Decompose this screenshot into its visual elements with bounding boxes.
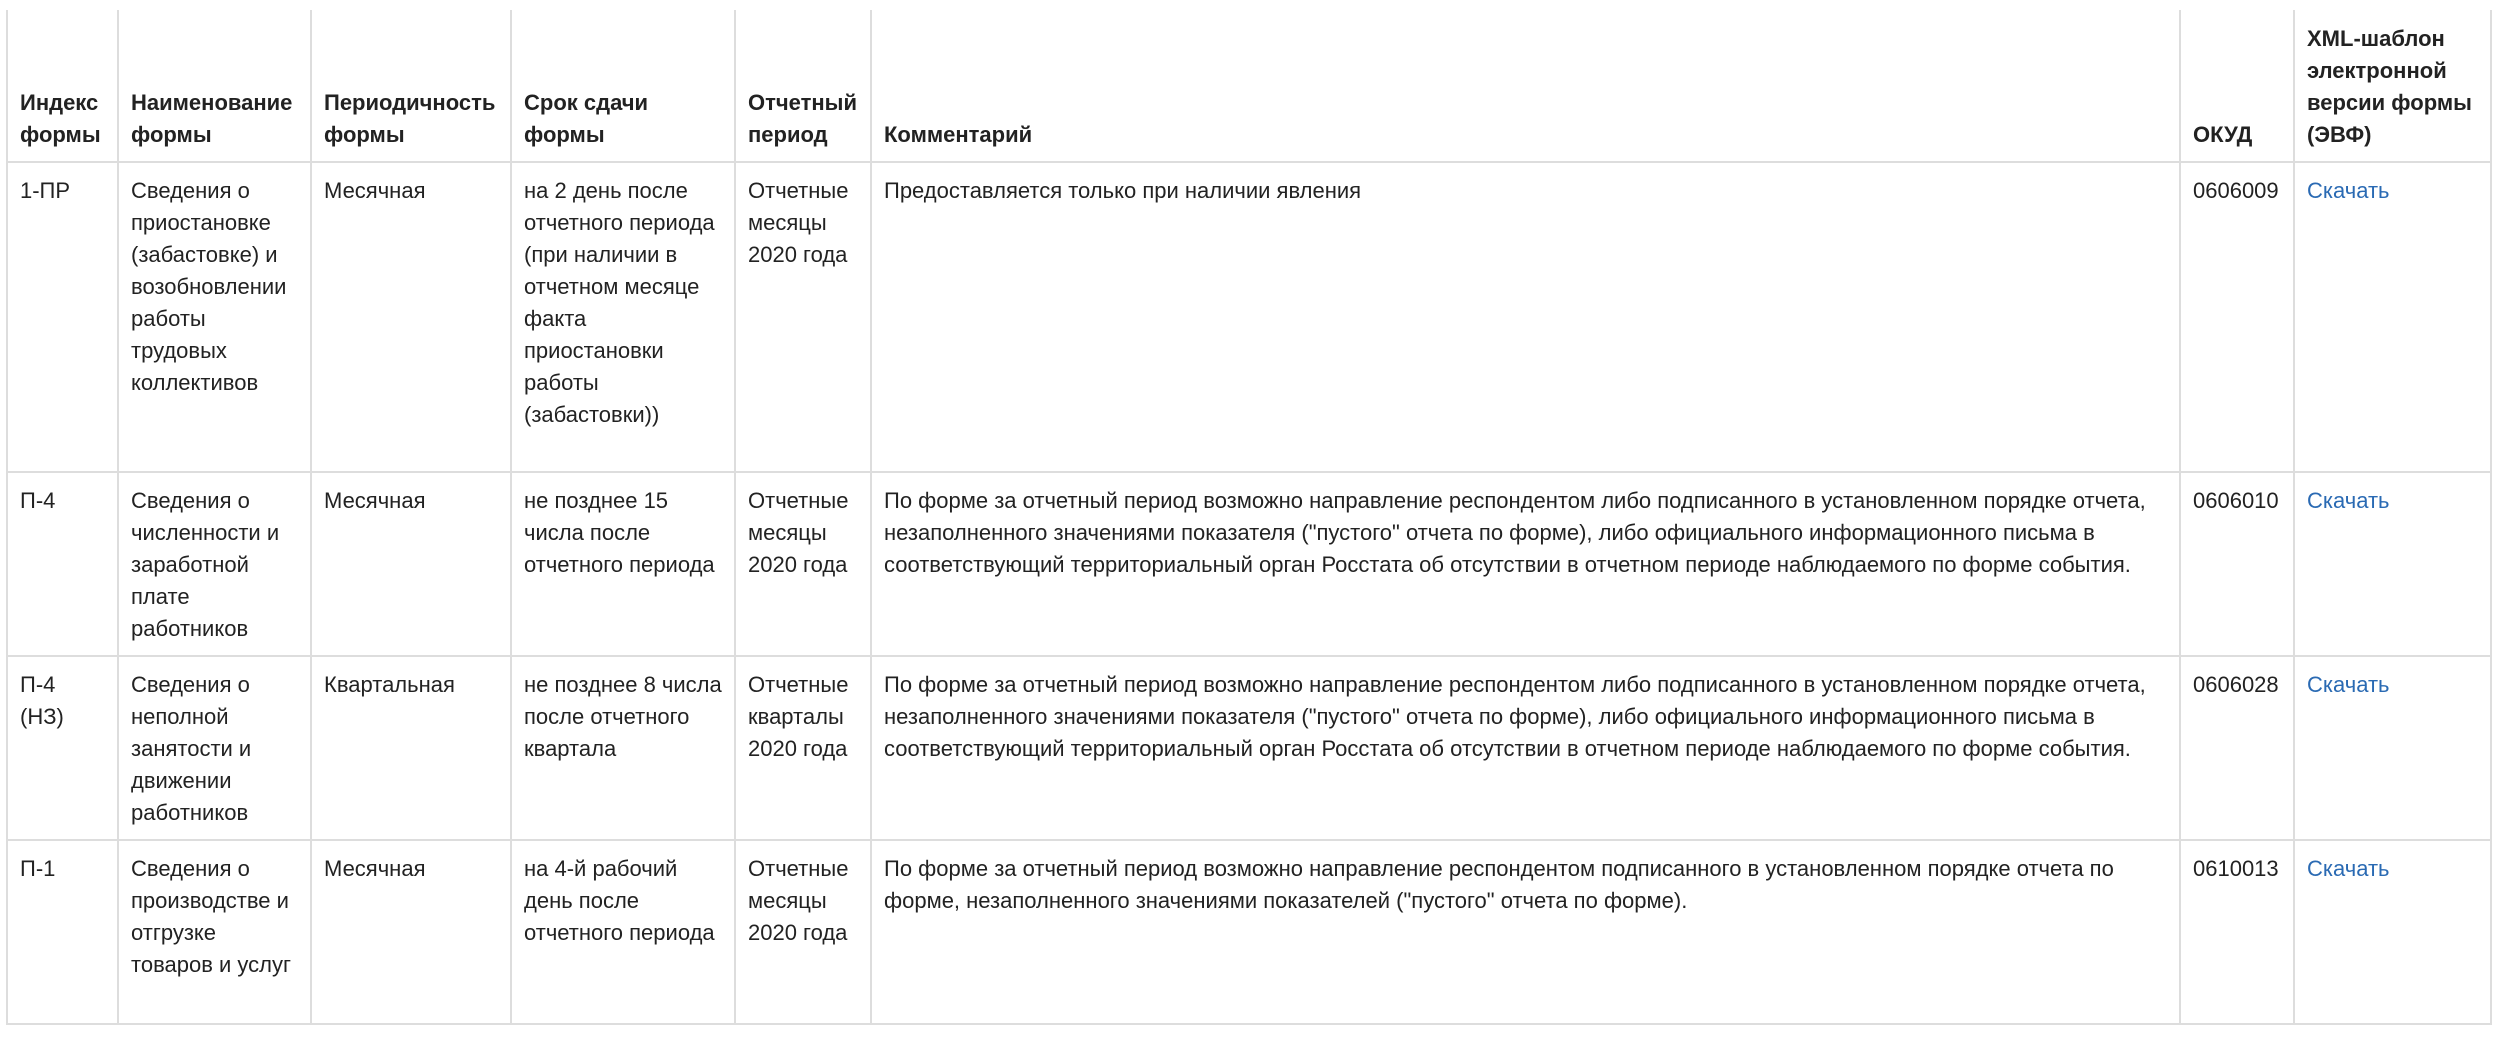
download-link[interactable]: Скачать (2307, 672, 2390, 697)
cell-xml-template (2294, 162, 2491, 472)
table-row (7, 162, 2491, 472)
cell-report-period: Отчетные месяцы 2020 года (735, 840, 871, 1024)
cell-report-period: Отчетные кварталы 2020 года (735, 656, 871, 840)
cell-xml-template (2294, 472, 2491, 656)
cell-okud: 0606010 (2180, 472, 2294, 656)
cell-periodicity: Месячная (311, 162, 511, 472)
cell-name: Сведения о неполной занятости и движении работников (118, 656, 311, 840)
cell-name: Сведения о приостановке (забастовке) и возобновлении работы трудовых коллективов (118, 162, 311, 472)
table-row (7, 840, 2491, 1024)
cell-name: Сведения о численности и заработной плате работников (118, 472, 311, 656)
cell-report-period: Отчетные месяцы 2020 года (735, 162, 871, 472)
cell-comment: По форме за отчетный период возможно направление респондентом либо подписанного в установленном порядке отчета, незаполненного значениями показателя ("пустого" отчета по форме), либо официального информационного письма в соответствующий территориальный орган Росстата об отсутствии в отчетном периоде наблюдаемого по форме события. (871, 656, 2180, 840)
cell-okud: 0610013 (2180, 840, 2294, 1024)
cell-okud: 0606028 (2180, 656, 2294, 840)
forms-table (6, 10, 2492, 1025)
cell-index: 1-ПР (7, 162, 118, 472)
header-deadline: Срок сдачи формы (511, 10, 735, 162)
cell-okud: 0606009 (2180, 162, 2294, 472)
download-link[interactable]: Скачать (2307, 856, 2390, 881)
header-name: Наименование формы (118, 10, 311, 162)
cell-periodicity: Месячная (311, 840, 511, 1024)
cell-xml-template (2294, 656, 2491, 840)
header-periodicity: Периодичность формы (311, 10, 511, 162)
header-okud: ОКУД (2180, 10, 2294, 162)
cell-xml-template (2294, 840, 2491, 1024)
cell-index: П-4 (НЗ) (7, 656, 118, 840)
header-report-period: Отчетный период (735, 10, 871, 162)
cell-deadline: не позднее 8 числа после отчетного квартала (511, 656, 735, 840)
header-xml-template: XML-шаблон электронной версии формы (ЭВФ) (2294, 10, 2491, 162)
cell-index: П-1 (7, 840, 118, 1024)
cell-periodicity: Месячная (311, 472, 511, 656)
header-comment: Комментарий (871, 10, 2180, 162)
table-row (7, 656, 2491, 840)
download-link[interactable]: Скачать (2307, 178, 2390, 203)
download-link[interactable]: Скачать (2307, 488, 2390, 513)
header-index: Индекс формы (7, 10, 118, 162)
table-header-row (7, 10, 2491, 162)
cell-index: П-4 (7, 472, 118, 656)
cell-name: Сведения о производстве и отгрузке товаров и услуг (118, 840, 311, 1024)
cell-deadline: на 4-й рабочий день после отчетного периода (511, 840, 735, 1024)
table-row (7, 472, 2491, 656)
cell-deadline: не позднее 15 числа после отчетного периода (511, 472, 735, 656)
cell-comment: Предоставляется только при наличии явления (871, 162, 2180, 472)
cell-periodicity: Квартальная (311, 656, 511, 840)
cell-comment: По форме за отчетный период возможно направление респондентом либо подписанного в установленном порядке отчета, незаполненного значениями показателя ("пустого" отчета по форме), либо официального информационного письма в соответствующий территориальный орган Росстата об отсутствии в отчетном периоде наблюдаемого по форме события. (871, 472, 2180, 656)
cell-report-period: Отчетные месяцы 2020 года (735, 472, 871, 656)
forms-table-container (6, 10, 2490, 1025)
cell-deadline: на 2 день после отчетного периода (при наличии в отчетном месяце факта приостановки работы (забастовки)) (511, 162, 735, 472)
cell-comment: По форме за отчетный период возможно направление респондентом подписанного в установленном порядке отчета по форме, незаполненного значениями показателей ("пустого" отчета по форме). (871, 840, 2180, 1024)
